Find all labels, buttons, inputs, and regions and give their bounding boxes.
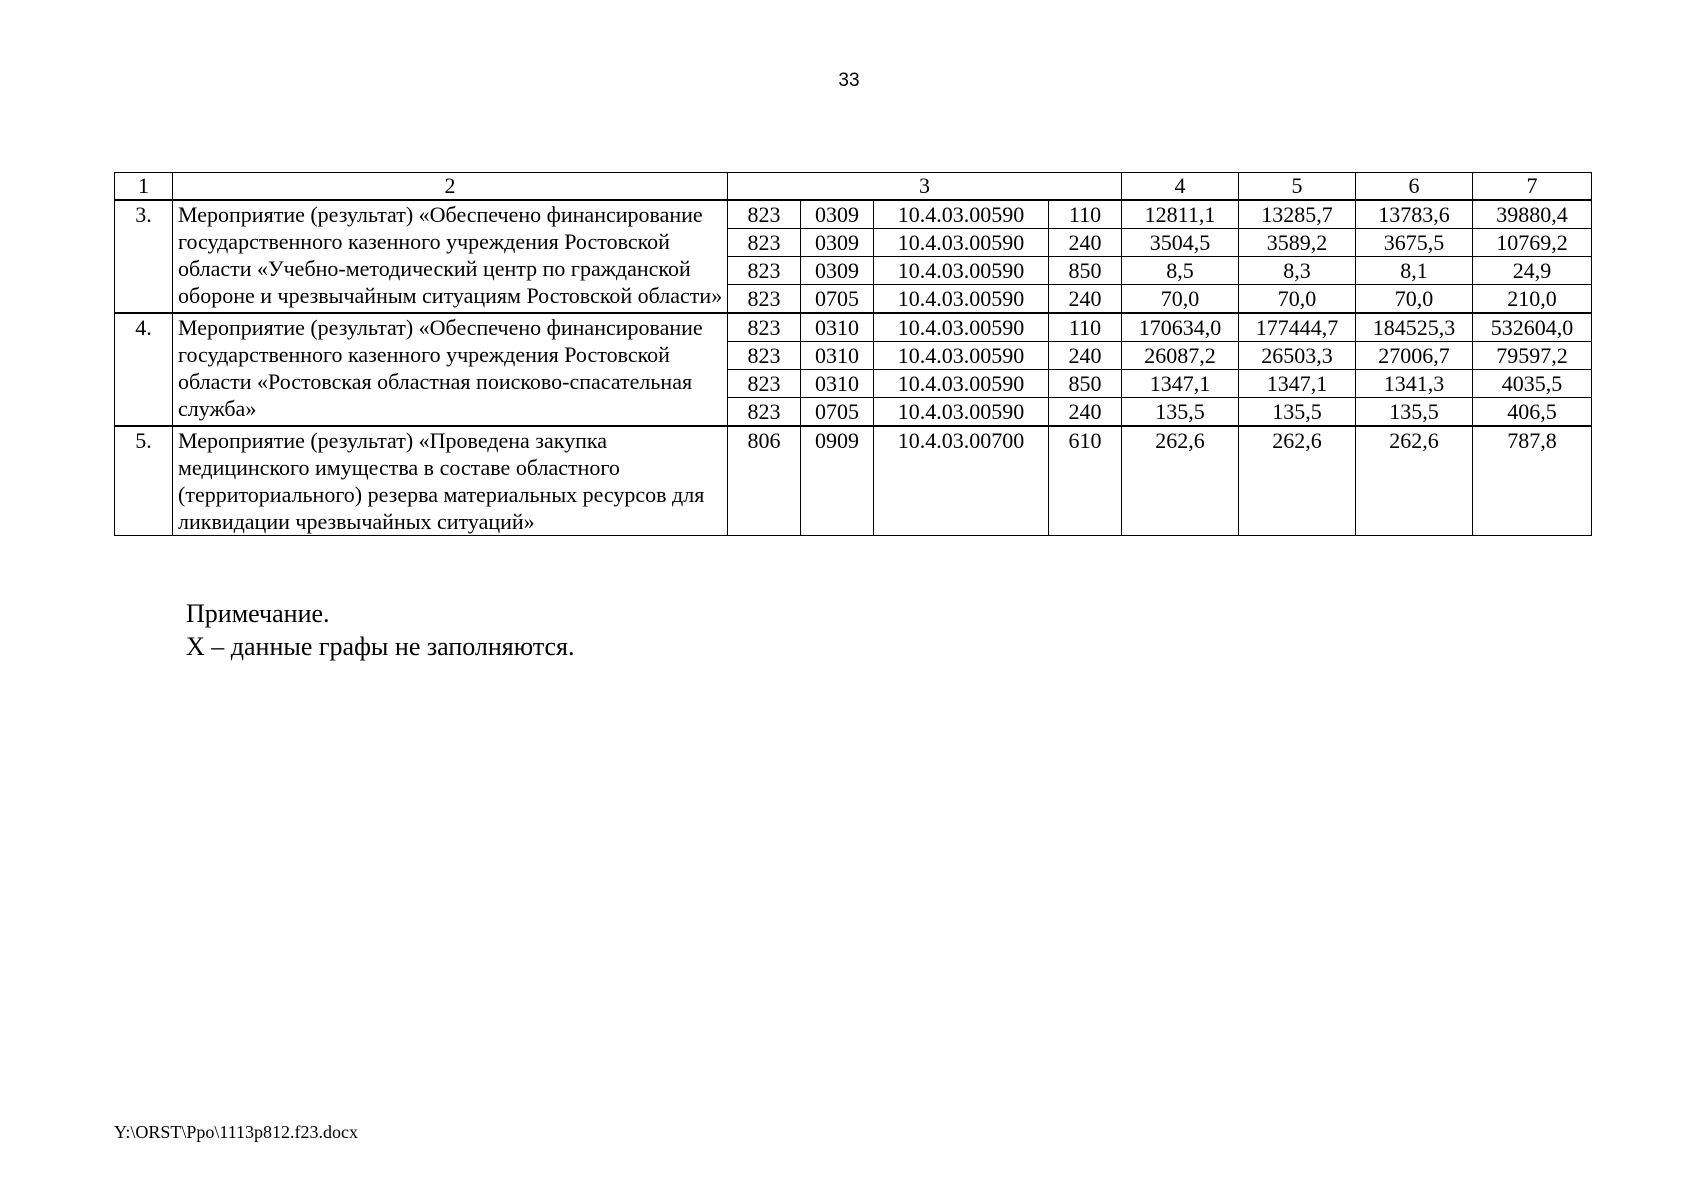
code-target-article-cell: 10.4.03.00590 xyxy=(874,398,1049,427)
value-year-1-cell: 1347,1 xyxy=(1122,370,1239,398)
header-cell-1: 1 xyxy=(115,173,173,201)
value-year-3-cell: 135,5 xyxy=(1356,398,1473,427)
code-section-cell: 0705 xyxy=(801,285,874,314)
code-target-article-cell: 10.4.03.00590 xyxy=(874,229,1049,257)
value-year-3-cell: 70,0 xyxy=(1356,285,1473,314)
value-year-1-cell: 12811,1 xyxy=(1122,200,1239,229)
value-year-1-cell: 135,5 xyxy=(1122,398,1239,427)
page-number: 33 xyxy=(838,70,860,91)
code-grbs-cell: 823 xyxy=(728,200,801,229)
note-block xyxy=(186,597,575,663)
header-cell-7: 7 xyxy=(1473,173,1592,201)
value-year-2-cell: 70,0 xyxy=(1239,285,1356,314)
code-expense-type-cell: 110 xyxy=(1049,200,1122,229)
item-name: Мероприятие (результат) «Обеспечено финансирование государственного казенного учреждения Ростовской области «Ростовская областная поисково-спасательная служба» xyxy=(173,313,728,426)
code-section-cell: 0309 xyxy=(801,229,874,257)
note-text: X – данные графы не заполняются. xyxy=(186,632,575,661)
header-cell-3: 3 xyxy=(728,173,1122,201)
table-body xyxy=(115,173,1592,536)
table-row xyxy=(115,426,1592,536)
value-total-cell: 39880,4 xyxy=(1473,200,1592,229)
value-total-cell: 210,0 xyxy=(1473,285,1592,314)
value-total-cell: 79597,2 xyxy=(1473,342,1592,370)
code-expense-type-cell: 850 xyxy=(1049,257,1122,285)
value-total-cell: 787,8 xyxy=(1473,426,1592,536)
code-grbs-cell: 823 xyxy=(728,398,801,427)
code-grbs-cell: 823 xyxy=(728,370,801,398)
code-target-article-cell: 10.4.03.00590 xyxy=(874,200,1049,229)
code-expense-type-cell: 240 xyxy=(1049,229,1122,257)
value-total-cell: 24,9 xyxy=(1473,257,1592,285)
code-expense-type-cell: 850 xyxy=(1049,370,1122,398)
value-total-cell: 532604,0 xyxy=(1473,313,1592,342)
code-grbs-cell: 806 xyxy=(728,426,801,536)
value-year-3-cell: 262,6 xyxy=(1356,426,1473,536)
value-year-3-cell: 13783,6 xyxy=(1356,200,1473,229)
item-number: 5. xyxy=(115,426,173,536)
value-year-3-cell: 8,1 xyxy=(1356,257,1473,285)
code-expense-type-cell: 240 xyxy=(1049,285,1122,314)
code-expense-type-cell: 240 xyxy=(1049,398,1122,427)
code-grbs-cell: 823 xyxy=(728,257,801,285)
header-cell-4: 4 xyxy=(1122,173,1239,201)
value-total-cell: 10769,2 xyxy=(1473,229,1592,257)
code-grbs-cell: 823 xyxy=(728,285,801,314)
code-expense-type-cell: 610 xyxy=(1049,426,1122,536)
code-target-article-cell: 10.4.03.00590 xyxy=(874,342,1049,370)
value-year-3-cell: 27006,7 xyxy=(1356,342,1473,370)
value-total-cell: 406,5 xyxy=(1473,398,1592,427)
value-year-2-cell: 26503,3 xyxy=(1239,342,1356,370)
code-section-cell: 0909 xyxy=(801,426,874,536)
code-section-cell: 0310 xyxy=(801,313,874,342)
header-cell-2: 2 xyxy=(173,173,728,201)
code-target-article-cell: 10.4.03.00590 xyxy=(874,370,1049,398)
code-target-article-cell: 10.4.03.00590 xyxy=(874,285,1049,314)
value-year-1-cell: 8,5 xyxy=(1122,257,1239,285)
value-year-2-cell: 177444,7 xyxy=(1239,313,1356,342)
budget-table xyxy=(114,172,1592,536)
item-name: Мероприятие (результат) «Проведена закупка медицинского имущества в составе областного (территориального) резерва материальных ресурсов для ликвидации чрезвычайных ситуаций» xyxy=(173,426,728,536)
item-number: 3. xyxy=(115,200,173,313)
value-year-1-cell: 26087,2 xyxy=(1122,342,1239,370)
code-target-article-cell: 10.4.03.00700 xyxy=(874,426,1049,536)
value-year-2-cell: 262,6 xyxy=(1239,426,1356,536)
code-target-article-cell: 10.4.03.00590 xyxy=(874,313,1049,342)
code-grbs-cell: 823 xyxy=(728,313,801,342)
table-row xyxy=(115,200,1592,229)
code-section-cell: 0309 xyxy=(801,200,874,229)
value-year-2-cell: 8,3 xyxy=(1239,257,1356,285)
table-row xyxy=(115,313,1592,342)
code-section-cell: 0310 xyxy=(801,342,874,370)
value-year-2-cell: 135,5 xyxy=(1239,398,1356,427)
value-year-3-cell: 184525,3 xyxy=(1356,313,1473,342)
code-target-article-cell: 10.4.03.00590 xyxy=(874,257,1049,285)
value-year-1-cell: 170634,0 xyxy=(1122,313,1239,342)
code-grbs-cell: 823 xyxy=(728,229,801,257)
value-year-1-cell: 70,0 xyxy=(1122,285,1239,314)
table-header-row xyxy=(115,173,1592,201)
value-year-2-cell: 13285,7 xyxy=(1239,200,1356,229)
code-expense-type-cell: 110 xyxy=(1049,313,1122,342)
code-section-cell: 0310 xyxy=(801,370,874,398)
note-title: Примечание. xyxy=(186,599,330,628)
code-section-cell: 0705 xyxy=(801,398,874,427)
value-year-2-cell: 1347,1 xyxy=(1239,370,1356,398)
value-year-3-cell: 3675,5 xyxy=(1356,229,1473,257)
value-year-1-cell: 262,6 xyxy=(1122,426,1239,536)
value-total-cell: 4035,5 xyxy=(1473,370,1592,398)
value-year-1-cell: 3504,5 xyxy=(1122,229,1239,257)
value-year-2-cell: 3589,2 xyxy=(1239,229,1356,257)
code-expense-type-cell: 240 xyxy=(1049,342,1122,370)
header-cell-6: 6 xyxy=(1356,173,1473,201)
code-grbs-cell: 823 xyxy=(728,342,801,370)
footer-file-path: Y:\ORST\Ppo\1113p812.f23.docx xyxy=(114,1122,359,1142)
value-year-3-cell: 1341,3 xyxy=(1356,370,1473,398)
item-name: Мероприятие (результат) «Обеспечено финансирование государственного казенного учреждения Ростовской области «Учебно-методический центр по гражданской обороне и чрезвычайным ситуациям Ростовской области» xyxy=(173,200,728,313)
code-section-cell: 0309 xyxy=(801,257,874,285)
header-cell-5: 5 xyxy=(1239,173,1356,201)
item-number: 4. xyxy=(115,313,173,426)
